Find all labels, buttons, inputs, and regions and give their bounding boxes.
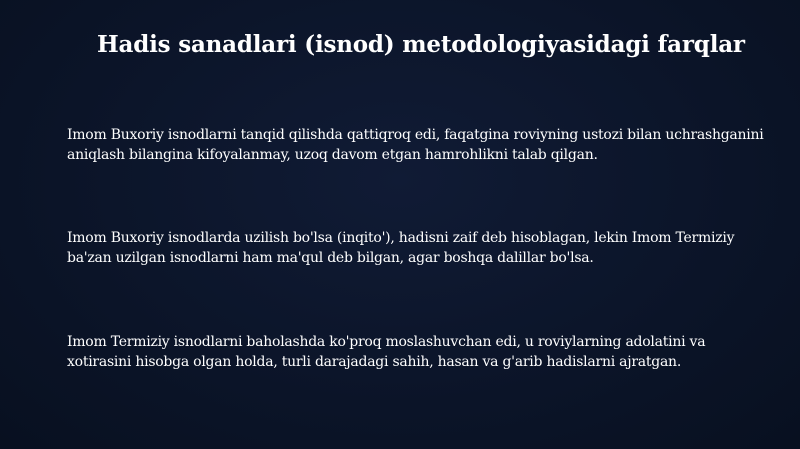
paragraph-bukhari-criticism: Imom Buxoriy isnodlarni tanqid qilishda qattiqroq edi, faqatgina roviyning ustozi bilan uchrashganini aniqlash bilangina kifoyalanmay, uzoq davom etgan hamrohlikni talab qilgan. bbox=[67, 127, 764, 163]
slide-title: Hadis sanadlari (isnod) metodologiyasidagi farqlar bbox=[97, 31, 745, 58]
paragraph-tirmidhi-flexibility: Imom Termiziy isnodlarni baholashda ko'proq moslashuvchan edi, u roviylarning adolatini va xotirasini hisobga olgan holda, turli darajadagi sahih, hasan va g'arib hadislarni ajratgan. bbox=[67, 334, 706, 370]
paragraph-isnad-interruption: Imom Buxoriy isnodlarda uzilish bo'lsa (inqito'), hadisni zaif deb hisoblagan, lekin Imom Termiziy ba'zan uzilgan isnodlarni ham ma'qul deb bilgan, agar boshqa dalillar bo'lsa. bbox=[67, 230, 735, 266]
